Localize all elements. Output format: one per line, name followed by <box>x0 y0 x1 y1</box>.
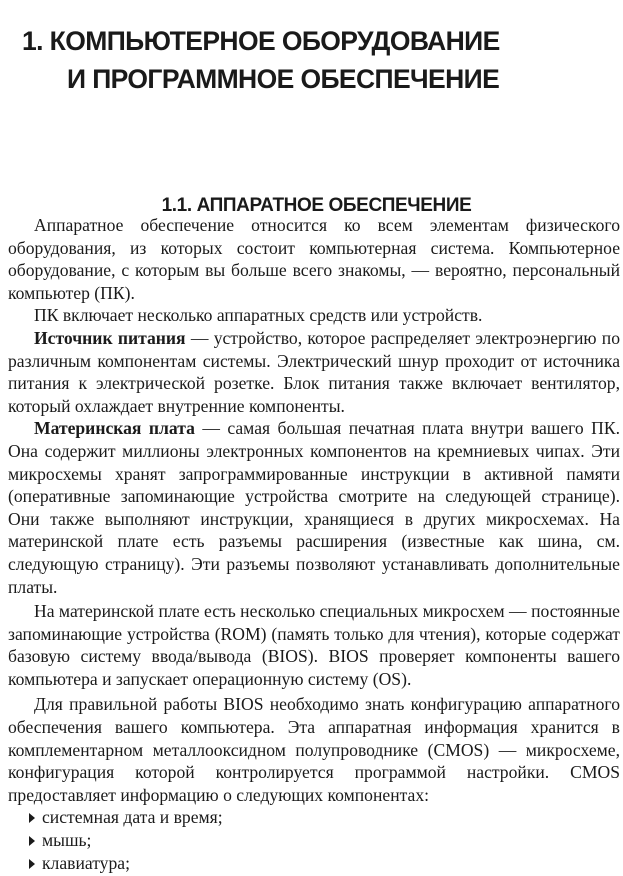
paragraph-motherboard <box>8 417 620 598</box>
chapter-title <box>22 22 612 98</box>
term-motherboard: Материнская плата <box>34 418 195 439</box>
list-item-text: мышь; <box>42 830 92 851</box>
body-text <box>8 214 620 874</box>
component-list <box>8 806 620 874</box>
list-item <box>28 852 620 875</box>
paragraph-cmos: Для правильной работы BIOS необходимо знать конфигурацию аппаратного обеспечения вашего компьютера. Эта аппаратная информация хранится в комплементарном металлооксидном полупроводнике (CMOS) — микросхеме, конфигурация которой контролируется программой настройки. CMOS предоставляет информацию о следующих компонентах: <box>8 694 620 805</box>
term-power-supply: Источник питания <box>34 327 186 348</box>
paragraph-hardware-definition: Аппаратное обеспечение относится ко всем элементам физического оборудования, из которых состоит компьютерная система. Компьютерное оборудование, с которым вы больше всего знакомы, — вероятно, персональный компьютер (ПК). <box>8 215 620 303</box>
triangle-bullet-icon <box>29 836 35 846</box>
triangle-bullet-icon <box>29 813 35 823</box>
list-item <box>28 806 620 829</box>
paragraph-pc-devices: ПК включает несколько аппаратных средств или устройств. <box>34 305 483 326</box>
paragraph-power-supply-text: — устройство, которое распределяет электроэнергию по различным компонентам системы. Электрический шнур проходит от источника питания к электрической розетке. Блок питания также включает вентилятор, который охлаждает внутренние компоненты. <box>8 327 621 416</box>
list-item <box>28 829 620 852</box>
list-item-text: клавиатура; <box>42 852 130 873</box>
paragraph-rom-bios: На материнской плате есть несколько специальных микросхем — постоянные запоминающие устройства (ROM) (память только для чтения), которые содержат базовую систему ввода/вывода (BIOS). BIOS проверяет компоненты вашего компьютера и запускает операционную систему (OS). <box>8 601 620 689</box>
triangle-bullet-icon <box>29 859 35 869</box>
paragraph-power-supply <box>8 327 620 417</box>
chapter-title-line-1: 1. КОМПЬЮТЕРНОЕ ОБОРУДОВАНИЕ <box>22 25 500 56</box>
paragraph-motherboard-text: — самая большая печатная плата внутри вашего ПК. Она содержит миллионы электронных компонентов на кремниевых чипах. Эти микросхемы хранят запрограммированные инструкции в активной памяти (оперативные запоминающие устройства смотрите на следующей странице). Они также выполняют инструкции, хранящиеся в других микросхемах. На материнской плате есть разъемы расширения (известные как шина, см. следующую страницу). Эти разъемы позволяют устанавливать дополнительные платы. <box>8 418 620 597</box>
section-title: 1.1. АППАРАТНОЕ ОБЕСПЕЧЕНИЕ <box>161 194 472 216</box>
list-item-text: системная дата и время; <box>42 807 223 828</box>
chapter-title-line-2: И ПРОГРАММНОЕ ОБЕСПЕЧЕНИЕ <box>67 63 500 94</box>
